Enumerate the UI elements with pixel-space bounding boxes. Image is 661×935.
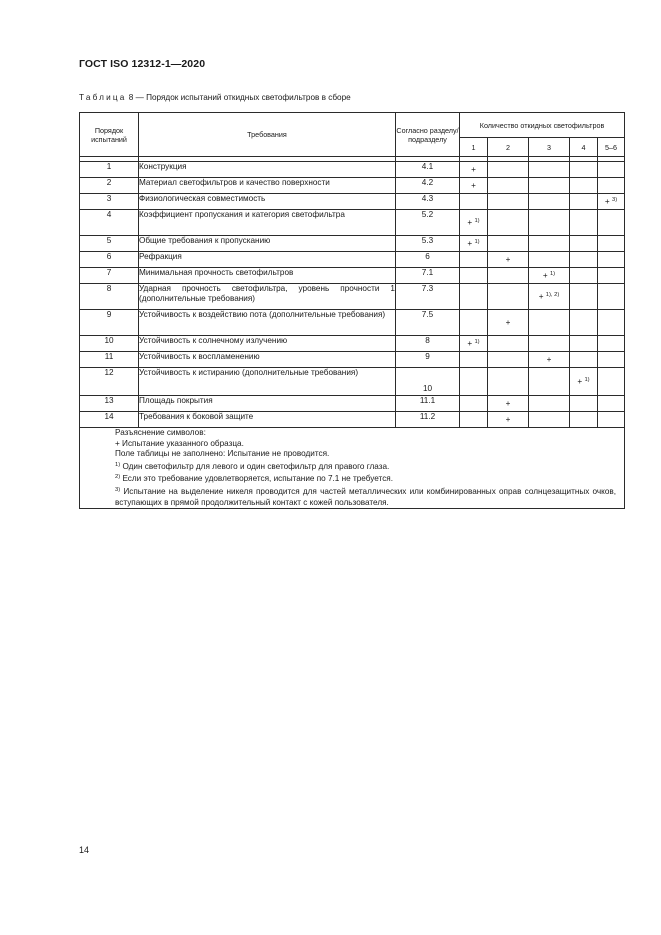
test-order-table [79, 112, 625, 509]
row-order-number: 14 [80, 412, 139, 428]
row-mark-col-1 [460, 368, 488, 396]
row-order-number: 7 [80, 268, 139, 284]
row-mark-col-2 [488, 336, 529, 352]
row-section: 5.3 [396, 236, 460, 252]
row-mark-col-3 [529, 210, 570, 236]
table-row [80, 396, 625, 412]
row-mark-col-2 [488, 396, 529, 412]
row-order-number: 2 [80, 178, 139, 194]
test-mark: + [505, 318, 511, 327]
row-order-number: 5 [80, 236, 139, 252]
row-mark-col-1 [460, 284, 488, 310]
header-qty-col-5-6: 5–6 [598, 138, 625, 157]
row-mark-col-2 [488, 310, 529, 336]
test-mark: + [505, 255, 511, 264]
row-mark-col-2 [488, 252, 529, 268]
row-mark-col-2 [488, 178, 529, 194]
row-mark-col-5 [598, 336, 625, 352]
row-mark-col-1 [460, 268, 488, 284]
row-mark-col-3 [529, 236, 570, 252]
row-mark-col-3 [529, 194, 570, 210]
row-requirement: Минимальная прочность светофильтров [139, 268, 396, 284]
row-mark-col-1 [460, 412, 488, 428]
header-qty-col-4: 4 [570, 138, 598, 157]
row-mark-col-2 [488, 162, 529, 178]
row-mark-col-3 [529, 412, 570, 428]
footnote-1-mark: 1) [115, 461, 121, 468]
row-order-number: 4 [80, 210, 139, 236]
row-mark-col-5 [598, 352, 625, 368]
row-section: 9 [396, 352, 460, 368]
footnote-2 [80, 472, 624, 485]
footnote-ref: 1) [584, 377, 590, 383]
row-mark-col-4 [570, 210, 598, 236]
table-row [80, 310, 625, 336]
row-mark-col-5 [598, 284, 625, 310]
row-mark-col-1 [460, 178, 488, 194]
row-requirement: Требования к боковой защите [139, 412, 396, 428]
header-section: Согласно разделу/ подразделу [396, 113, 460, 157]
page-number: 14 [79, 845, 90, 855]
row-section: 4.1 [396, 162, 460, 178]
row-mark-col-3 [529, 284, 570, 310]
row-mark-col-3 [529, 268, 570, 284]
row-mark-col-3 [529, 162, 570, 178]
row-section: 11.2 [396, 412, 460, 428]
row-order-number: 6 [80, 252, 139, 268]
test-mark: + [546, 355, 552, 364]
row-section: 7.1 [396, 268, 460, 284]
row-section: 4.3 [396, 194, 460, 210]
row-requirement: Устойчивость к воздействию пота (дополнительные требования) [139, 310, 396, 336]
row-mark-col-5 [598, 268, 625, 284]
row-mark-col-1 [460, 310, 488, 336]
test-mark: + [471, 165, 476, 174]
row-mark-col-1 [460, 396, 488, 412]
row-mark-col-4 [570, 252, 598, 268]
notes-empty-field: Поле таблицы не заполнено: Испытание не проводится. [115, 449, 330, 459]
row-section: 5.2 [396, 210, 460, 236]
row-mark-col-4 [570, 268, 598, 284]
row-mark-col-5 [598, 412, 625, 428]
row-mark-col-2 [488, 236, 529, 252]
row-mark-col-4 [570, 336, 598, 352]
test-mark: + [467, 339, 473, 348]
row-requirement: Ударная прочность светофильтра, уровень прочности 1 (дополнительные требования) [139, 284, 396, 310]
table-row [80, 236, 625, 252]
footnote-1-text: Один светофильтр для левого и один светофильтр для правого глаза. [122, 461, 390, 471]
notes-title: Разъяснение символов: [115, 428, 206, 437]
footnote-2-text: Если это требование удовлетворяется, испытание по 7.1 не требуется. [122, 474, 394, 484]
footnote-3 [80, 485, 624, 508]
table-body [80, 157, 625, 428]
table-caption-word: Таблица [79, 93, 127, 102]
row-requirement: Устойчивость к солнечному излучению [139, 336, 396, 352]
footnote-1 [80, 460, 624, 473]
table-row [80, 268, 625, 284]
test-mark: + [538, 292, 544, 301]
row-mark-col-5 [598, 210, 625, 236]
table-row [80, 368, 625, 396]
header-quantity: Количество откидных светофильтров [460, 113, 625, 138]
row-mark-col-5 [598, 162, 625, 178]
row-mark-col-5 [598, 368, 625, 396]
test-mark: + [505, 415, 511, 424]
row-mark-col-1 [460, 236, 488, 252]
footnote-2-mark: 2) [115, 474, 121, 481]
row-mark-col-5 [598, 310, 625, 336]
row-mark-col-5 [598, 236, 625, 252]
row-mark-col-3 [529, 352, 570, 368]
footnote-ref: 1) [474, 239, 480, 245]
footnote-ref: 1), 2) [545, 292, 560, 298]
row-section: 10 [396, 368, 460, 396]
row-section: 8 [396, 336, 460, 352]
table-row [80, 284, 625, 310]
row-requirement: Конструкция [139, 162, 396, 178]
footnote-ref: 1) [474, 218, 480, 224]
row-mark-col-4 [570, 284, 598, 310]
table-caption [79, 93, 351, 102]
row-mark-col-3 [529, 252, 570, 268]
row-requirement: Площадь покрытия [139, 396, 396, 412]
row-mark-col-3 [529, 310, 570, 336]
row-mark-col-3 [529, 396, 570, 412]
row-order-number: 13 [80, 396, 139, 412]
footnote-3-text: Испытание на выделение никеля проводится для частей металлических или комбинированных оправ солнцезащитных очков, вступающих в прямой продолжительный контакт с кожей пользователя. [115, 486, 617, 507]
row-order-number: 8 [80, 284, 139, 310]
row-mark-col-4 [570, 368, 598, 396]
row-requirement: Материал светофильтров и качество поверхности [139, 178, 396, 194]
row-order-number: 1 [80, 162, 139, 178]
row-mark-col-4 [570, 162, 598, 178]
row-mark-col-2 [488, 352, 529, 368]
test-mark: + [471, 181, 476, 190]
test-mark: + [542, 271, 548, 280]
row-mark-col-5 [598, 396, 625, 412]
header-qty-col-2: 2 [488, 138, 529, 157]
document-header: ГОСТ ISO 12312-1—2020 [79, 58, 206, 70]
table-row [80, 412, 625, 428]
header-order: Порядок испытаний [80, 113, 139, 157]
row-mark-col-4 [570, 194, 598, 210]
row-requirement: Общие требования к пропусканию [139, 236, 396, 252]
row-mark-col-3 [529, 368, 570, 396]
table-row [80, 336, 625, 352]
row-mark-col-1 [460, 194, 488, 210]
row-order-number: 12 [80, 368, 139, 396]
row-mark-col-2 [488, 210, 529, 236]
row-requirement: Коэффициент пропускания и категория светофильтра [139, 210, 396, 236]
table-notes [80, 428, 625, 509]
row-mark-col-2 [488, 284, 529, 310]
row-mark-col-1 [460, 162, 488, 178]
row-mark-col-5 [598, 194, 625, 210]
row-mark-col-4 [570, 178, 598, 194]
header-qty-col-3: 3 [529, 138, 570, 157]
row-requirement: Физиологическая совместимость [139, 194, 396, 210]
row-requirement: Устойчивость к истиранию (дополнительные требования) [139, 368, 396, 396]
row-order-number: 10 [80, 336, 139, 352]
row-mark-col-5 [598, 252, 625, 268]
test-mark: + [467, 239, 473, 248]
row-mark-col-2 [488, 194, 529, 210]
row-mark-col-3 [529, 178, 570, 194]
row-mark-col-3 [529, 336, 570, 352]
table-caption-text: 8 — Порядок испытаний откидных светофильтров в сборе [128, 93, 351, 102]
row-mark-col-2 [488, 368, 529, 396]
row-order-number: 9 [80, 310, 139, 336]
header-qty-col-1: 1 [460, 138, 488, 157]
footnote-ref: 1) [474, 339, 480, 345]
row-mark-col-1 [460, 210, 488, 236]
table-row [80, 352, 625, 368]
row-section: 7.5 [396, 310, 460, 336]
row-mark-col-1 [460, 352, 488, 368]
table-row [80, 162, 625, 178]
row-mark-col-5 [598, 178, 625, 194]
test-mark: + [604, 197, 610, 206]
table-row [80, 210, 625, 236]
table-row [80, 194, 625, 210]
row-mark-col-4 [570, 352, 598, 368]
test-mark: + [577, 377, 583, 386]
footnote-ref: 3) [611, 197, 618, 203]
row-section: 4.2 [396, 178, 460, 194]
row-mark-col-2 [488, 268, 529, 284]
row-mark-col-4 [570, 310, 598, 336]
row-mark-col-1 [460, 252, 488, 268]
test-mark: + [505, 399, 511, 408]
row-mark-col-2 [488, 412, 529, 428]
row-mark-col-1 [460, 336, 488, 352]
test-mark: + [467, 218, 473, 227]
row-mark-col-4 [570, 236, 598, 252]
footnote-ref: 1) [549, 271, 556, 277]
footnote-3-mark: 3) [115, 486, 121, 493]
row-order-number: 3 [80, 194, 139, 210]
header-requirements: Требования [139, 113, 396, 157]
row-mark-col-4 [570, 396, 598, 412]
row-requirement: Рефракция [139, 252, 396, 268]
row-order-number: 11 [80, 352, 139, 368]
row-section: 6 [396, 252, 460, 268]
row-requirement: Устойчивость к воспламенению [139, 352, 396, 368]
notes-plus-symbol: + Испытание указанного образца. [115, 438, 244, 448]
row-mark-col-4 [570, 412, 598, 428]
row-section: 11.1 [396, 396, 460, 412]
row-section: 7.3 [396, 284, 460, 310]
table-row [80, 178, 625, 194]
table-row [80, 252, 625, 268]
